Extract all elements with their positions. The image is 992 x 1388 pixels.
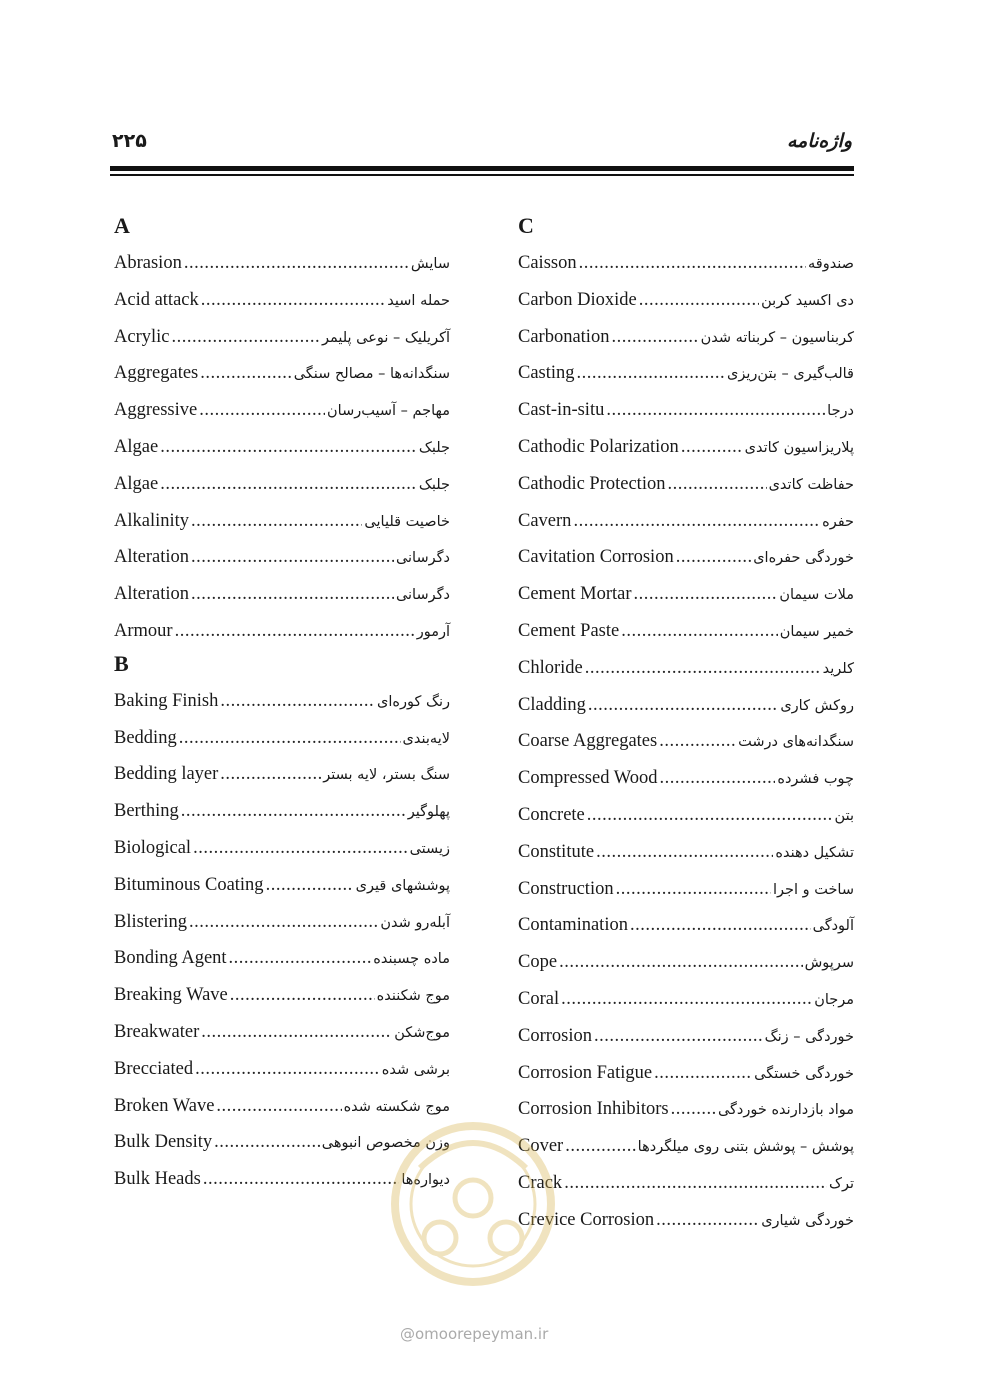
glossary-entry [518, 834, 854, 871]
glossary-entry [518, 576, 854, 613]
dot-leader [659, 723, 736, 760]
dot-leader [621, 613, 777, 650]
glossary-entry [114, 319, 450, 356]
english-term: Biological [114, 837, 192, 858]
english-term: Bulk Heads [114, 1169, 201, 1190]
glossary-entry [518, 613, 854, 650]
glossary-entry [518, 282, 854, 319]
persian-term: خوردگی شیاری [761, 1212, 854, 1229]
glossary-entry [518, 429, 854, 466]
glossary-entry [518, 245, 854, 282]
english-term: Aggressive [114, 400, 198, 421]
glossary-entry [518, 760, 854, 797]
dot-leader [171, 319, 319, 356]
glossary-entry [518, 907, 854, 944]
dot-leader [199, 392, 325, 429]
persian-term: کربناسیون – کربناته شدن [700, 329, 854, 346]
dot-leader [216, 1088, 341, 1125]
header-rule-thin [110, 174, 854, 176]
glossary-entry [518, 1055, 854, 1092]
persian-term: کلرید [822, 660, 854, 677]
persian-term: روکش کاری [780, 697, 854, 714]
english-term: Algae [114, 436, 159, 457]
dot-leader [639, 282, 759, 319]
dot-leader [193, 830, 407, 867]
glossary-entry [518, 981, 854, 1018]
dot-leader [616, 871, 771, 908]
glossary-entry [518, 392, 854, 429]
persian-term: صندوقه [807, 256, 854, 272]
dot-leader [667, 466, 766, 503]
persian-term: موج شکننده [376, 988, 450, 1005]
glossary-entry [114, 355, 450, 392]
dot-leader [184, 245, 409, 282]
glossary-entry [114, 282, 450, 319]
english-term: Alkalinity [114, 510, 190, 531]
persian-term: حفاظت کاتدی [768, 476, 854, 493]
glossary-entry [518, 723, 854, 760]
english-term: Coral [518, 988, 560, 1009]
dot-leader [160, 466, 417, 503]
english-term: Corrosion [518, 1025, 592, 1046]
english-term: Blistering [114, 911, 187, 932]
glossary-entry [114, 683, 450, 720]
dot-leader [160, 429, 417, 466]
english-term: Algae [114, 473, 159, 494]
glossary-entry [114, 867, 450, 904]
glossary-entry [518, 1202, 854, 1239]
glossary-column-right [518, 212, 854, 1239]
english-term: Construction [518, 878, 614, 899]
english-term: Cement Mortar [518, 584, 632, 605]
persian-term: آکریلیک – نوعی پلیمر [321, 329, 450, 346]
persian-term: جلبک [418, 476, 450, 493]
seal-logo-icon [390, 1098, 556, 1310]
english-term: Cope [518, 952, 558, 973]
dot-leader [564, 1165, 827, 1202]
dot-leader [201, 1014, 392, 1051]
persian-term: مهاجم – آسیب‌رسان [327, 403, 450, 420]
dot-leader [579, 245, 806, 282]
persian-term: خاصیت قلیایی [364, 513, 450, 530]
page-number: ۲۲۵ [112, 130, 147, 152]
english-term: Chloride [518, 657, 583, 678]
glossary-entry [114, 904, 450, 941]
dot-leader [230, 977, 375, 1014]
dot-leader [588, 687, 778, 724]
dot-leader [656, 1202, 759, 1239]
english-term: Acrylic [114, 326, 170, 347]
dot-leader [191, 539, 394, 576]
persian-term: آلودگی [812, 918, 854, 935]
english-term: Armour [114, 620, 173, 641]
glossary-entry [114, 539, 450, 576]
dot-leader [671, 1091, 716, 1128]
persian-term: حمله اسید [387, 292, 450, 309]
dot-leader [577, 355, 726, 392]
glossary-entry [114, 1051, 450, 1088]
english-term: Caisson [518, 253, 577, 273]
glossary-entry [518, 944, 854, 981]
english-term: Cladding [518, 694, 586, 715]
persian-term: خوردگی خستگی [754, 1065, 854, 1082]
glossary-entry [114, 830, 450, 867]
english-term: Corrosion Inhibitors [518, 1099, 669, 1120]
dot-leader [229, 940, 372, 977]
dot-leader [175, 613, 415, 650]
dot-leader [189, 904, 378, 941]
glossary-entry [114, 503, 450, 540]
section-letter: A [114, 213, 130, 238]
english-term: Crevice Corrosion [518, 1209, 655, 1230]
english-term: Constitute [518, 841, 595, 862]
persian-term: برشی شده [381, 1061, 450, 1078]
persian-term: ساخت و اجرا [772, 881, 854, 898]
glossary-entry [518, 797, 854, 834]
english-term: Carbonation [518, 326, 610, 347]
persian-term: پوشش – پوشش بتنی روی میلگردها [637, 1139, 854, 1156]
dot-leader [220, 756, 321, 793]
dot-leader [573, 503, 820, 540]
english-term: Compressed Wood [518, 768, 658, 789]
glossary-entry [114, 245, 450, 282]
dot-leader [191, 503, 362, 540]
english-term: Aggregates [114, 363, 199, 384]
glossary-entry [114, 793, 450, 830]
dot-leader [195, 1051, 380, 1088]
english-term: Berthing [114, 801, 179, 822]
glossary-column-left [114, 212, 450, 1198]
persian-term: مواد بازدارنده خوردگی [717, 1102, 854, 1119]
english-term: Contamination [518, 915, 628, 936]
dot-leader [214, 1124, 320, 1161]
dot-leader [630, 907, 811, 944]
english-term: Cathodic Polarization [518, 436, 679, 457]
persian-term: سنگ بستر، لایه بستر [323, 767, 450, 784]
glossary-entry [114, 977, 450, 1014]
english-term: Cavitation Corrosion [518, 547, 674, 568]
english-term: Cathodic Protection [518, 473, 666, 494]
dot-leader [654, 1055, 752, 1092]
english-term: Corrosion Fatigue [518, 1062, 653, 1083]
dot-leader [681, 429, 743, 466]
glossary-entry [518, 539, 854, 576]
english-term: Abrasion [114, 253, 182, 273]
english-term: Bedding [114, 727, 177, 748]
persian-term: قالب‌گیری – بتن‌ریزی [727, 366, 854, 383]
persian-term: بتن [834, 807, 854, 824]
glossary-entry [114, 613, 450, 650]
glossary-entry [114, 466, 450, 503]
glossary-entry [518, 503, 854, 540]
persian-term: دگرسانی [395, 587, 450, 604]
glossary-entry [518, 687, 854, 724]
header-rule-thick [110, 166, 854, 171]
glossary-entry [114, 392, 450, 429]
english-term: Bulk Density [114, 1132, 213, 1153]
persian-term: رنگ کوره‌ای [377, 693, 450, 710]
dot-leader [220, 683, 375, 720]
persian-term: مرجان [814, 991, 854, 1008]
persian-term: پوششهای قیری [355, 877, 450, 894]
english-term: Broken Wave [114, 1095, 215, 1116]
persian-term: سرپوش [804, 955, 854, 972]
persian-term: آرمور [416, 623, 450, 640]
english-term: Baking Finish [114, 690, 219, 711]
persian-term: تشکیل دهنده [775, 844, 854, 861]
section-letter: C [518, 213, 534, 238]
persian-term: سایش [410, 256, 450, 272]
english-term: Bedding layer [114, 764, 219, 785]
persian-term: درجا [827, 403, 854, 420]
dot-leader [606, 392, 825, 429]
persian-term: ترک [828, 1175, 854, 1192]
glossary-entry [518, 466, 854, 503]
persian-term: خوردگی – زنگ [764, 1028, 854, 1045]
dot-leader [266, 867, 354, 904]
running-head: واژه‌نامه [786, 130, 852, 152]
dot-leader [659, 760, 775, 797]
dot-leader [587, 797, 833, 834]
persian-term: حفره [822, 513, 854, 530]
persian-term: جلبک [418, 439, 450, 456]
dot-leader [203, 1161, 399, 1198]
persian-term: آبله‌رو شدن [380, 914, 450, 931]
persian-term: لایه‌بندی [402, 730, 450, 747]
english-term: Breaking Wave [114, 985, 228, 1006]
dot-leader [676, 539, 752, 576]
dot-leader [559, 944, 803, 981]
persian-term: خمیر سیمان [779, 623, 854, 640]
english-term: Bonding Agent [114, 948, 227, 969]
english-term: Crack [518, 1172, 563, 1193]
persian-term: موج‌شکن [394, 1024, 450, 1041]
persian-term: وزن مخصوص انبوهی [321, 1135, 450, 1152]
english-term: Brecciated [114, 1058, 194, 1079]
persian-term: موج شکسته شده [343, 1098, 450, 1115]
dot-leader [200, 355, 291, 392]
dot-leader [611, 319, 698, 356]
glossary-entry [114, 429, 450, 466]
glossary-entry [518, 319, 854, 356]
english-term: Concrete [518, 804, 585, 825]
dot-leader [594, 1018, 763, 1055]
persian-term: ملات سیمان [779, 587, 854, 604]
english-term: Acid attack [114, 289, 199, 310]
english-term: Bituminous Coating [114, 874, 264, 895]
glossary-entry [518, 1018, 854, 1055]
english-term: Casting [518, 363, 575, 384]
section-letter: B [114, 650, 129, 676]
persian-term: ماده چسبنده [373, 951, 450, 968]
persian-term: سنگدانه‌ها – مصالح سنگی [293, 366, 450, 383]
dot-leader [561, 981, 812, 1018]
persian-term: چوب فشرده [777, 771, 854, 788]
persian-term: زیستی [409, 840, 450, 857]
english-term: Cavern [518, 510, 572, 531]
persian-term: دی اکسید کربن [761, 292, 854, 309]
dot-leader [585, 650, 821, 687]
dot-leader [596, 834, 773, 871]
english-term: Breakwater [114, 1021, 200, 1042]
english-term: Alteration [114, 547, 190, 568]
glossary-entry [518, 871, 854, 908]
glossary-entry [114, 940, 450, 977]
glossary-entry [114, 1014, 450, 1051]
dot-leader [181, 793, 406, 830]
english-term: Cast-in-situ [518, 400, 605, 421]
persian-term: خوردگی حفره‌ای [753, 550, 854, 567]
english-term: Carbon Dioxide [518, 289, 637, 310]
glossary-entry [518, 355, 854, 392]
glossary-entry [518, 1165, 854, 1202]
english-term: Cover [518, 1136, 564, 1157]
dot-leader [191, 576, 394, 613]
glossary-entry [114, 756, 450, 793]
persian-term: پهلوگیر [407, 804, 450, 821]
glossary-entry [114, 576, 450, 613]
glossary-entry [114, 720, 450, 757]
persian-term: پلاریزاسیون کاتدی [744, 439, 854, 456]
glossary-entry [518, 650, 854, 687]
english-term: Alteration [114, 584, 190, 605]
dot-leader [634, 576, 778, 613]
dot-leader [201, 282, 386, 319]
english-term: Cement Paste [518, 620, 620, 641]
dot-leader [179, 720, 401, 757]
glossary-entry [518, 1128, 854, 1165]
watermark-text: @omoorepeyman.ir [400, 1325, 549, 1343]
persian-term: دگرسانی [395, 550, 450, 567]
english-term: Coarse Aggregates [518, 731, 658, 752]
persian-term: دیواره‌ها [401, 1172, 450, 1189]
dot-leader [565, 1128, 635, 1165]
persian-term: سنگدانه‌های درشت [738, 734, 854, 751]
glossary-entry [518, 1091, 854, 1128]
